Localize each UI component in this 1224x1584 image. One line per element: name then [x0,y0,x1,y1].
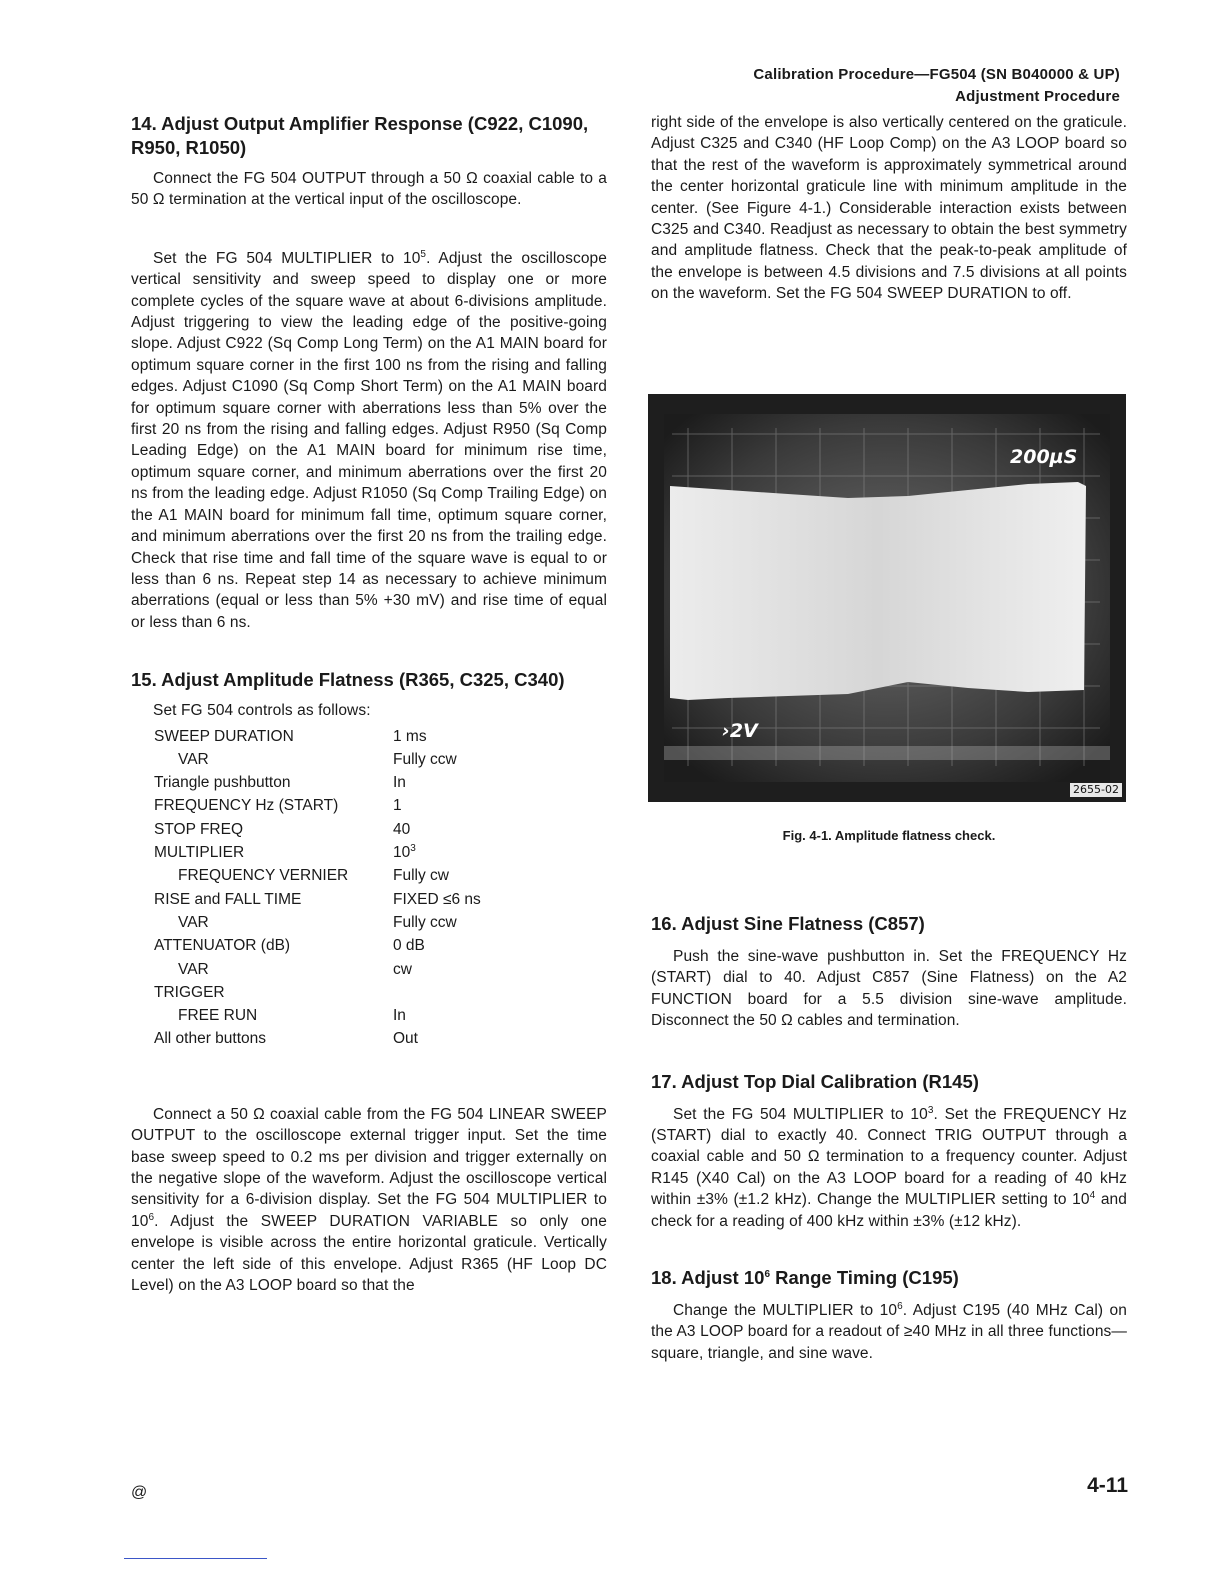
text-run: . Adjust the oscilloscope vertical sensitivity and sweep speed to display one or more complete cycles of the square wave at about 6-divisions amplitude. Adjust triggering to view the leading edge of the positive-going slope. Adjust C922 (Sq Comp Long Term) on the A1 MAIN board for optimum square corner in the first 100 ns from the rising and falling edges. Adjust C1090 (Sq Comp Short Term) on the A1 MAIN board for optimum square corner with aberrations less than 5% over the first 20 ns from the rising and falling edges. Adjust R950 (Sq Comp Leading Edge) on the A1 MAIN board for minimum rise time, optimum square corner, and minimum aberrations over the first 20 ns from the leading edge. Adjust R1050 (Sq Comp Trailing Edge) on the A1 MAIN board for minimum fall time, optimum square corner, and minimum aberrations over the first 20 ns from the trailing edge. Check that rise time and fall time of the square wave is equal to or less than 6 ns. Repeat step 14 as necessary to achieve minimum aberrations (equal or less than 5% +30 mV) and rise time of equal or less than 6 ns. [131,249,608,631]
setting-name: SWEEP DURATION [154,727,294,745]
settings-row [154,914,481,937]
setting-name: MULTIPLIER [154,844,245,862]
text-run: Connect a 50 Ω coaxial cable from the FG 504 LINEAR SWEEP OUTPUT to the oscilloscope external trigger input. Set the time base sweep speed to 0.2 ms per division and trigger externally on the negative slope of the waveform. Adjust the oscilloscope vertical sensitivity for a 6-division display. Set the FG 504 MULTIPLIER to 10 [131,1105,607,1230]
superscript: 3 [410,842,416,854]
setting-name: FREQUENCY VERNIER [178,867,349,885]
setting-value-text: In [393,1007,406,1025]
step14-paragraph-2 [131,248,607,633]
setting-value-text: Fully cw [393,867,449,885]
setting-name: All other buttons [154,1030,267,1048]
setting-value-text: Fully ccw [393,750,457,768]
superscript: 5 [420,248,427,260]
superscript: 6 [148,1211,155,1223]
step17-heading: 17. Adjust Top Dial Calibration (R145) [651,1070,979,1092]
page-number: 4-11 [1087,1474,1128,1497]
settings-row [154,984,481,1007]
settings-row [154,937,481,960]
setting-value [393,751,481,774]
setting-value [393,937,481,960]
setting-name: VAR [178,913,209,931]
volts-per-division-label: ›2V [722,720,758,742]
step17-paragraph [651,1104,1127,1232]
superscript: 6 [764,1268,771,1280]
text-run: 18. Adjust 10 [651,1267,765,1289]
step18-paragraph [651,1300,1127,1364]
setting-name: VAR [178,750,209,768]
superscript: 4 [1089,1190,1096,1202]
settings-row [154,751,481,774]
settings-row [154,1030,481,1053]
text-run: Set the FG 504 MULTIPLIER to 10 [673,1105,928,1123]
text-run: Set the FG 504 MULTIPLIER to 10 [153,249,421,267]
setting-value [393,867,481,890]
step14-paragraph-1: Connect the FG 504 OUTPUT through a 50 Ω coaxial cable to a 50 Ω termination at the vertical input of the oscilloscope. [131,170,607,209]
setting-value-text: Fully ccw [393,913,457,931]
settings-row [154,1007,481,1030]
text-run: Change the MULTIPLIER to 10 [673,1302,898,1320]
settings-table [154,728,481,1054]
text-run: Range Timing (C195) [770,1267,959,1289]
time-per-division-label: 200µS [1010,446,1078,468]
figure-id-tag: 2655-02 [1070,783,1122,797]
settings-row [154,774,481,797]
setting-value [393,891,481,914]
header-subtitle: Adjustment Procedure [955,88,1120,105]
text-run: . Set the FREQUENCY Hz (START) dial to exactly 40. Connect TRIG OUTPUT through a coaxial cable and 50 Ω termination to a frequency counter. Adjust R145 (X40 Cal) on the A3 LOOP board for a reading of 40 kHz within ±3% (±1.2 kHz). Change the MULTIPLIER setting to 10 [651,1105,1127,1209]
setting-value [393,961,481,984]
setting-value-text: cw [393,960,412,978]
waveform-envelope [670,482,1086,700]
setting-value [393,1007,481,1030]
step16-heading: 16. Adjust Sine Flatness (C857) [651,913,925,934]
step15-paragraph-3: right side of the envelope is also vertically centered on the graticule. Adjust C325 and C340 (HF Loop Comp) on the A3 LOOP board so that the rest of the waveform is approximately symmetrical around the center horizontal graticule line with minimum amplitude in the center. (See Figure 4-1.) Considerable interaction exists between C325 and C340. Readjust as necessary to obtain the best symmetry and amplitude flatness. Check that the peak-to-peak amplitude of the envelope is between 4.5 divisions and 7.5 divisions at all points on the waveform. Set the FG 504 SWEEP DURATION to off. [651,114,1127,303]
right-column [651,112,1127,305]
step18-heading [651,1266,1127,1290]
settings-row [154,821,481,844]
setting-value-text: FIXED ≤6 ns [393,890,481,908]
setting-value [393,821,481,844]
bottom-trace [664,746,1110,760]
setting-value-text: Out [393,1030,418,1048]
settings-row [154,891,481,914]
setting-value [393,797,481,820]
settings-row [154,728,481,751]
setting-value-text: In [393,774,406,792]
text-run: and check for a reading of 400 kHz within ±3% (±12 kHz). [651,1191,1127,1230]
text-run: . Adjust the SWEEP DURATION VARIABLE so only one envelope is visible across the entire horizontal graticule. Vertically center the left side of this envelope. Adjust R365 (HF Loop DC Level) on the A3 LOOP board so that the [131,1212,607,1294]
left-column [131,112,607,1296]
step15-intro: Set FG 504 controls as follows: [153,702,371,720]
setting-value [393,984,481,1007]
setting-value-text: 1 [393,797,402,815]
settings-row [154,867,481,890]
setting-value [393,774,481,797]
step15-heading: 15. Adjust Amplitude Flatness (R365, C325, C340) [131,669,565,691]
text-run: . Adjust C195 (40 MHz Cal) on the A3 LOOP board for a readout of ≥40 MHz in all three functions—square, triangle, and sine wave. [651,1302,1127,1362]
setting-value-text: 40 [393,820,411,838]
setting-value-text: 10 [393,844,411,862]
oscilloscope-photo [648,394,1126,802]
step15-paragraph-2 [131,1104,607,1297]
footer-rule [124,1558,267,1559]
figure-caption: Fig. 4-1. Amplitude flatness check. [782,828,996,843]
running-header [753,64,1120,108]
header-title: Calibration Procedure—FG504 (SN B040000 & UP) [753,66,1120,83]
setting-value [393,914,481,937]
setting-name: VAR [178,960,209,978]
superscript: 3 [927,1104,934,1116]
setting-name: Triangle pushbutton [154,774,291,792]
right-column-lower [651,912,1127,1364]
setting-name: TRIGGER [154,983,225,1001]
setting-name: FREQUENCY Hz (START) [154,797,339,815]
setting-name: STOP FREQ [154,820,244,838]
settings-row [154,844,481,867]
step16-paragraph: Push the sine-wave pushbutton in. Set the FREQUENCY Hz (START) dial to 40. Adjust C857 (Sine Flatness) on the A2 FUNCTION board for a 5.5 division sine-wave amplitude. Disconnect the 50 Ω cables and termination. [651,948,1127,1030]
settings-row [154,961,481,984]
setting-value-text: 1 ms [393,727,427,745]
setting-value [393,844,481,867]
setting-name: FREE RUN [178,1007,258,1025]
settings-row [154,797,481,820]
setting-name: ATTENUATOR (dB) [154,937,291,955]
setting-value [393,728,481,751]
step14-heading: 14. Adjust Output Amplifier Response (C922, C1090, R950, R1050) [131,113,589,158]
setting-value [393,1030,481,1053]
superscript: 6 [897,1300,903,1312]
setting-name: RISE and FALL TIME [154,890,302,908]
footer-mark: @ [131,1484,148,1501]
setting-value-text: 0 dB [393,937,425,955]
